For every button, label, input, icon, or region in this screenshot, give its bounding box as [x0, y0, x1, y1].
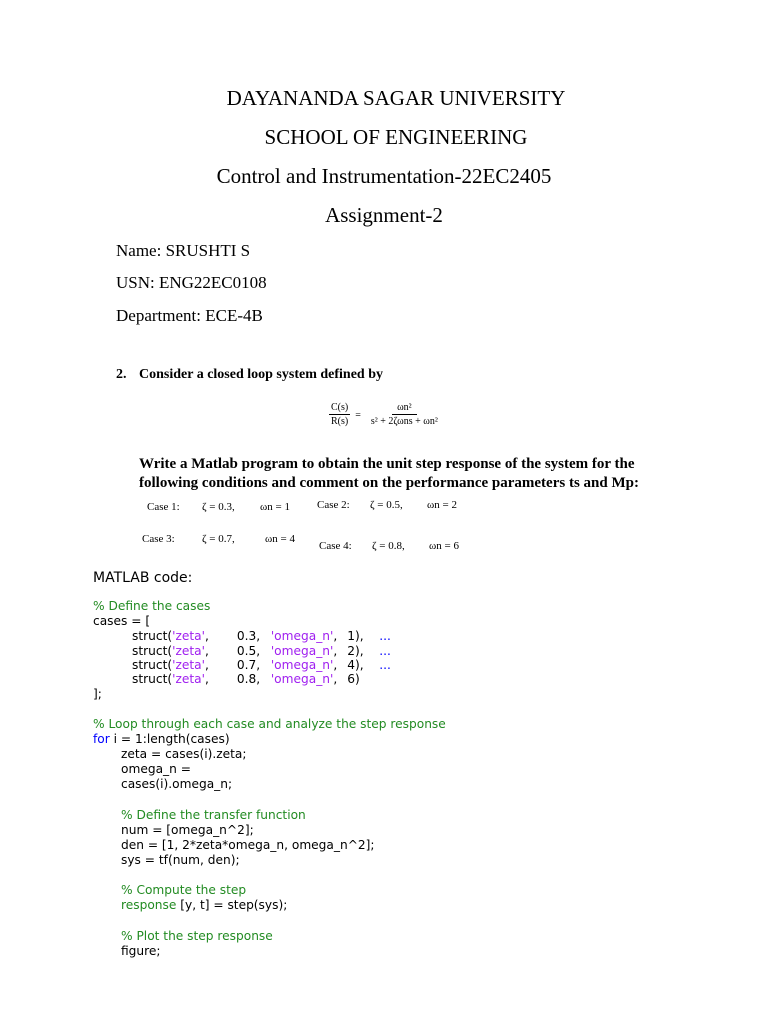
code-struct-row-1: struct('zeta', 0.3, 'omega_n', 1), ...: [132, 629, 391, 643]
case-zeta: ζ = 0.5,: [370, 499, 403, 511]
case-label: Case 3:: [142, 533, 175, 545]
case-label: Case 2:: [317, 499, 350, 511]
code-omega-line-1: omega_n =: [121, 762, 191, 776]
case-label: Case 4:: [319, 540, 352, 552]
formula-rhs-denominator: s² + 2ζωns + ωn²: [370, 416, 438, 427]
case-zeta: ζ = 0.7,: [202, 533, 235, 545]
case-1: [147, 501, 290, 513]
formula-lhs-denominator: R(s): [331, 416, 349, 427]
code-struct-row-3: struct('zeta', 0.7, 'omega_n', 4), ...: [132, 658, 391, 672]
case-omega: ωn = 1: [260, 501, 290, 513]
code-comment-compute-step: % Compute the step: [121, 883, 247, 897]
formula-rhs: [366, 402, 443, 428]
case-omega: ωn = 4: [265, 533, 295, 545]
case-3: [142, 533, 295, 545]
code-cases-close: ];: [93, 687, 102, 701]
university-title: DAYANANDA SAGAR UNIVERSITY: [226, 86, 566, 110]
course-title: Control and Instrumentation-22EC2405: [216, 164, 552, 188]
code-cases-open: cases = [: [93, 614, 151, 628]
code-num-line: num = [omega_n^2];: [121, 823, 254, 837]
case-omega: ωn = 2: [427, 499, 457, 511]
case-zeta: ζ = 0.3,: [202, 501, 235, 513]
code-den-line: den = [1, 2*zeta*omega_n, omega_n^2];: [121, 838, 375, 852]
code-zeta-line: zeta = cases(i).zeta;: [121, 747, 247, 761]
task-description: Write a Matlab program to obtain the unit step response of the system for the following conditions and comment on the performance parameters ts and Mp:: [139, 456, 639, 491]
code-comment-transfer-function: % Define the transfer function: [121, 808, 306, 822]
student-department: Department: ECE-4B: [116, 306, 263, 325]
case-zeta: ζ = 0.8,: [372, 540, 405, 552]
formula-lhs: [329, 402, 350, 428]
formula-lhs-numerator: C(s): [331, 402, 349, 413]
code-for-line: for i = 1:length(cases): [93, 732, 230, 746]
assignment-title: Assignment-2: [325, 203, 443, 227]
student-usn: USN: ENG22EC0108: [116, 273, 267, 292]
code-comment-plot: % Plot the step response: [121, 929, 273, 943]
code-figure-line: figure;: [121, 944, 161, 958]
student-name: Name: SRUSHTI S: [116, 241, 251, 260]
question-number: 2.: [116, 367, 127, 382]
code-comment-define-cases: % Define the cases: [93, 599, 211, 613]
case-label: Case 1:: [147, 501, 180, 513]
code-omega-line-2: cases(i).omega_n;: [121, 777, 233, 791]
code-step-line: response [y, t] = step(sys);: [121, 898, 288, 912]
case-omega: ωn = 6: [429, 540, 459, 552]
code-struct-row-4: struct('zeta', 0.8, 'omega_n', 6): [132, 672, 360, 686]
case-4: [319, 540, 459, 552]
transfer-function-formula: [329, 402, 443, 428]
code-struct-row-2: struct('zeta', 0.5, 'omega_n', 2), ...: [132, 644, 391, 658]
code-comment-loop: % Loop through each case and analyze the step response: [93, 717, 446, 731]
question-text: Consider a closed loop system defined by: [139, 367, 383, 382]
matlab-code-label: MATLAB code:: [93, 570, 193, 586]
code-sys-line: sys = tf(num, den);: [121, 853, 240, 867]
formula-equals: =: [355, 409, 361, 421]
school-title: SCHOOL OF ENGINEERING: [264, 125, 528, 149]
case-2: [317, 499, 457, 511]
formula-rhs-numerator: ωn²: [392, 402, 417, 415]
